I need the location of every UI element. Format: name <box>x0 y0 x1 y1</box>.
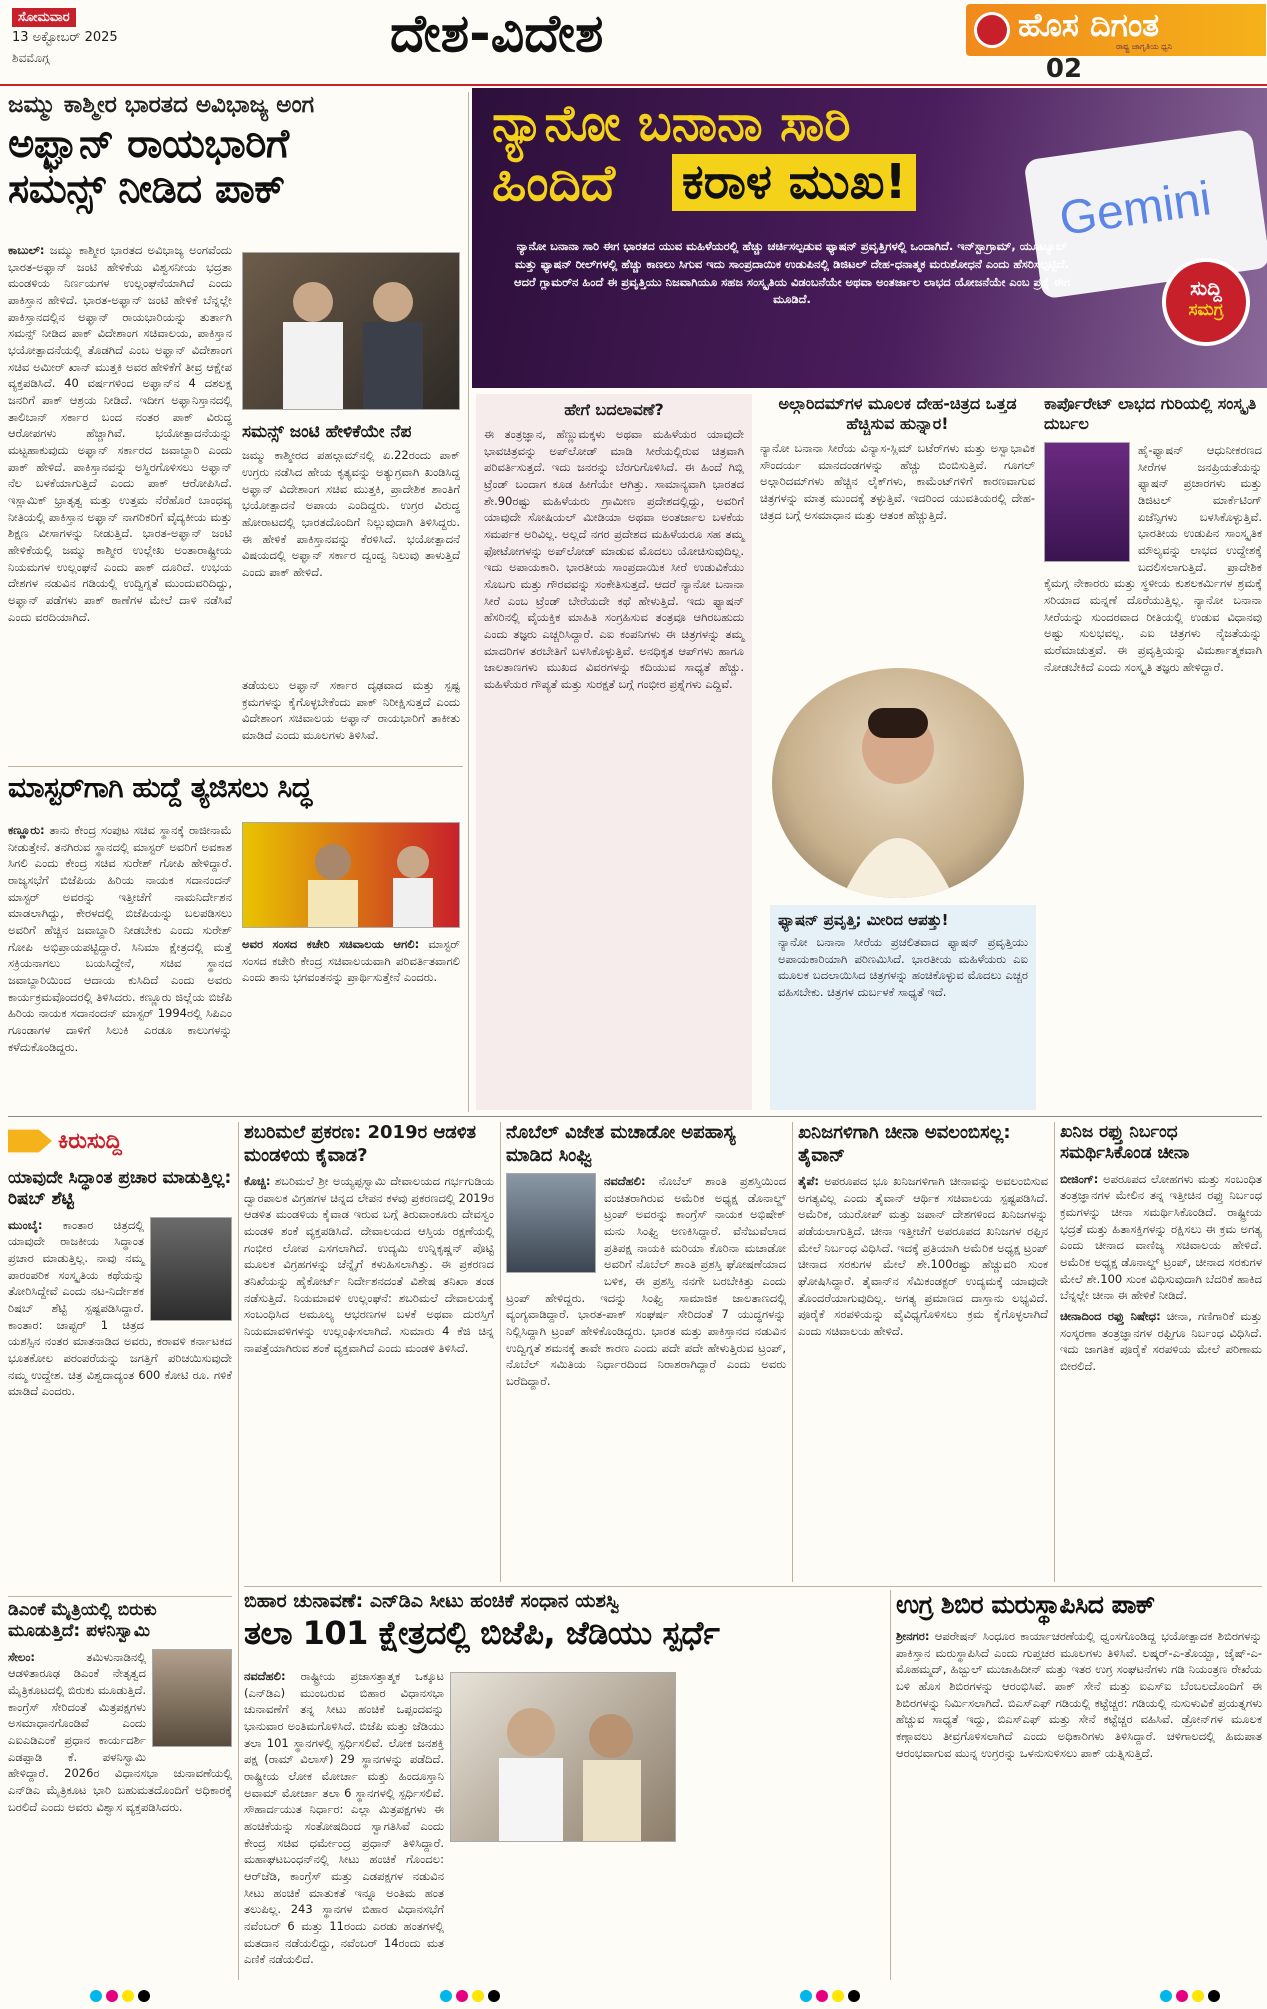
section-title: ದೇಶ-ವಿದೇಶ <box>390 4 604 64</box>
headline: ತಲಾ 101 ಕ್ಷೇತ್ರದಲ್ಲಿ ಬಿಜೆಪಿ, ಜೆಡಿಯು ಸ್ಪರ್ಧೆ <box>244 1614 720 1652</box>
tail-text: ತಡೆಯಲು ಅಫ್ಘಾನ್ ಸರ್ಕಾರ ದೃಢವಾದ ಮತ್ತು ಸ್ಪಷ್ಟ ಕ್ರಮಗಳನ್ನು ಕೈಗೊಳ್ಳಬೇಕೆಂದು ಪಾಕ್ ನಿರೀಕ್ಷಿಸುತ್ತದೆ ಎಂದು ವಿದೇಶಾಂಗ ಸಚಿವಾಲಯ ಅಫ್ಘಾನ್ ರಾಯಭಾರಿಗೆ ತಾಕೀತು ಮಾಡಿದೆ ಎಂದು ಮೂಲಗಳು ತಿಳಿಸಿವೆ. <box>242 678 460 743</box>
photo-purple-saree <box>1044 442 1130 562</box>
body-col-right <box>684 1668 884 1978</box>
feature-banner <box>472 88 1267 388</box>
day-label: ಸೋಮವಾರ <box>12 8 76 27</box>
headline-line-2a: ಹಿಂದಿದೆ <box>492 154 616 212</box>
col-body: ನ್ಯಾನೋ ಬನಾನಾ ಸೀರೆಯ ವಿನ್ಯಾಸ-ಸ್ಲಿಮ್ ಬಟೆರ್‌ಗಳು ಮತ್ತು ಅಸ್ವಾಭಾವಿಕ ಸೌಂದರ್ಯ ಮಾನದಂಡಗಳನ್ನು ಹೆಚ್ಚು ಬಿಂಬಿಸುತ್ತಿವೆ. ಗೂಗಲ್ ಅಲ್ಗಾರಿದಮ್‌ಗಳು ಹೆಚ್ಚಿನ ಲೈಕ್‌ಗಳು, ಕಾಮೆಂಟ್‌ಗಳಿಗೆ ಕಾರಣವಾಗುವ ಚಿತ್ರಗಳನ್ನು ಮಾತ್ರ ಮುಂದಕ್ಕೆ ತಳ್ಳುತ್ತಿವೆ. ಇದರಿಂದ ಯುವತಿಯರಲ್ಲಿ ದೇಹ-ಚಿತ್ರದ ಬಗ್ಗೆ ಅಸಮಾಧಾನ ಮತ್ತು ಆತಂಕ ಹೆಚ್ಚುತ್ತಿದೆ. <box>760 441 1035 522</box>
photo-illustration-icon <box>451 1672 675 1842</box>
dateline: ಶ್ರೀನಗರ: <box>896 1629 930 1643</box>
kicker: ಜಮ್ಮು ಕಾಶ್ಮೀರ ಭಾರತದ ಅವಿಭಾಜ್ಯ ಅಂಗ <box>8 92 315 118</box>
article-taiwan <box>798 1122 1048 1582</box>
body-text: ಕಾಂತಾರ ಚಿತ್ರದಲ್ಲಿ ಯಾವುದೇ ರಾಜಕೀಯ ಸಿದ್ಧಾಂತ ಪ್ರಚಾರ ಮಾಡುತ್ತಿಲ್ಲ. ನಾವು ನಮ್ಮ ಪಾರಂಪರಿಕ ಸಂಸ್ಕೃತಿಯ ಕಥೆಯನ್ನು ತೋರಿಸಿದ್ದೇವೆ ಎಂದು ನಟ-ನಿರ್ದೇಶಕ ರಿಷಬ್ ಶೆಟ್ಟಿ ಸ್ಪಷ್ಟಪಡಿಸಿದ್ದಾರೆ. ಕಾಂತಾರ: ಚಾಪ್ಟರ್ 1 ಚಿತ್ರದ ಯಶಸ್ಸಿನ ನಂತರ ಮಾತನಾಡಿದ ಅವರು, ಕರಾವಳಿ ಕರ್ನಾಟಕದ ಭೂತಕೋಲ ಪರಂಪರೆಯನ್ನು ಜಗತ್ತಿಗೆ ಪರಿಚಯಿಸುವುದೇ ನಮ್ಮ ಉದ್ದೇಶ. ಚಿತ್ರ ವಿಶ್ವದಾದ್ಯಂತ 600 ಕೋಟಿ ರೂ. ಗಳಿಕೆ ಮಾಡಿದೆ ಎಂದರು. <box>8 1217 232 1399</box>
col-body: ಈ ತಂತ್ರಜ್ಞಾನ, ಹೆಣ್ಣುಮಕ್ಕಳು ಅಥವಾ ಮಹಿಳೆಯರ ಯಾವುದೇ ಭಾವಚಿತ್ರವನ್ನು ಅಪ್‌ಲೋಡ್ ಮಾಡಿ ಸೀರೆಯಲ್ಲಿರುವ ಚಿತ್ರವಾಗಿ ಪರಿವರ್ತಿಸುತ್ತದೆ. ಇದು ಜನರನ್ನು ಬೆರಗುಗೊಳಿಸಿದೆ. ಈ ಹಿಂದೆ ಗಿಬ್ಲಿ ಟ್ರೆಂಡ್ ಬಂದಾಗ ಕೂಡ ಹೀಗೆಯೇ ಆಗಿತ್ತು. ಸಾಮಾನ್ಯವಾಗಿ ಭಾರತದ ಶೇ.90ರಷ್ಟು ಮಹಿಳೆಯರು ಗ್ರಾಮೀಣ ಪ್ರದೇಶದಲ್ಲಿದ್ದು, ಅವರಿಗೆ ಯಾವುದೇ ಸೋಷಿಯಲ್ ಮೀಡಿಯಾ ಅಥವಾ ಅಂತರ್ಜಾಲ ಬಳಕೆಯ ಸಮರ್ಪಕ ಅರಿವಿಲ್ಲ. ಅಲ್ಲದೆ ನಗರ ಪ್ರದೇಶದ ಮಹಿಳೆಯರೂ ಸಹ ತಮ್ಮ ಫೋಟೋಗಳನ್ನು ಅಪ್‌ಲೋಡ್ ಮಾಡುವ ಮೊದಲು ಯೋಚಿಸುವುದಿಲ್ಲ. ಇದು ಅಪಾಯಕಾರಿ. ಭಾರತೀಯ ಸಾಂಪ್ರದಾಯಿಕ ಸೀರೆ ಉಡುವಿಕೆಯು ಸೊಬಗು ಮತ್ತು ಗೌರವವನ್ನು ಸಂಕೇತಿಸುತ್ತದೆ. ಆದರೆ ನ್ಯಾನೋ ಬನಾನಾ ಸೀರೆ ಎಂಬ ಟ್ರೆಂಡ್ ಬೇರೆಯದೇ ಕಥೆ ಹೇಳುತ್ತಿದೆ. ಇದು ಫ್ಯಾಷನ್ ಹೆಸರಿನಲ್ಲಿ ವೈಯಕ್ತಿಕ ಮಾಹಿತಿ ಸಂಗ್ರಹಿಸುವ ತಂತ್ರವೂ ಆಗಿರಬಹುದು ಎಂದು ತಜ್ಞರು ಎಚ್ಚರಿಸಿದ್ದಾರೆ. ಎಐ ಕಂಪನಿಗಳು ಈ ಚಿತ್ರಗಳನ್ನು ತಮ್ಮ ಮಾದರಿಗಳ ತರಬೇತಿಗೆ ಬಳಸಿಕೊಳ್ಳುತ್ತಿವೆ. ಅನಧಿಕೃತ ಆಪ್‌ಗಳು ಹಾಗೂ ಜಾಲತಾಣಗಳು ಮುಖದ ವಿವರಗಳನ್ನು ಕದಿಯುವ ಸಾಧ್ಯತೆ ಹೆಚ್ಚು. ಮಹಿಳೆಯರ ಗೌಪ್ಯತೆ ಮತ್ತು ಸುರಕ್ಷತೆ ಬಗ್ಗೆ ಗಂಭೀರ ಪ್ರಶ್ನೆಗಳು ಎದ್ದಿವೆ. <box>484 427 744 692</box>
registration-dot-icon <box>816 1990 828 2002</box>
dateline: ಕಣ್ಣೂರು: <box>8 823 45 837</box>
photo-saree-model <box>772 668 1024 898</box>
body-text: ನೊಬೆಲ್ ಶಾಂತಿ ಪ್ರಶಸ್ತಿಯಿಂದ ವಂಚಿತರಾಗಿರುವ ಅಮೆರಿಕ ಅಧ್ಯಕ್ಷ ಡೊನಾಲ್ಡ್ ಟ್ರಂಪ್ ಅವರನ್ನು ಕಾಂಗ್ರೆಸ್ ನಾಯಕ ಅಭಿಷೇಕ್ ಮನು ಸಿಂಘ್ವಿ ಅಣಕಿಸಿದ್ದಾರೆ. ವೆನೆಜುವೆಲಾದ ಪ್ರತಿಪಕ್ಷ ನಾಯಕಿ ಮರಿಯಾ ಕೊರಿನಾ ಮಚಾಡೋ ಅವರಿಗೆ ನೊಬೆಲ್ ಶಾಂತಿ ಪ್ರಶಸ್ತಿ ಘೋಷಣೆಯಾದ ಬಳಿಕ, ಈ ಪ್ರಶಸ್ತಿ ನನಗೇ ಬರಬೇಕಿತ್ತು ಎಂದು ಟ್ರಂಪ್ ಹೇಳಿದ್ದರು. ಇದನ್ನು ಸಿಂಘ್ವಿ ಸಾಮಾಜಿಕ ಜಾಲತಾಣದಲ್ಲಿ ವ್ಯಂಗ್ಯವಾಡಿದ್ದಾರೆ. ಭಾರತ-ಪಾಕ್ ಸಂಘರ್ಷ ಸೇರಿದಂತೆ 7 ಯುದ್ಧಗಳನ್ನು ನಿಲ್ಲಿಸಿದ್ದಾಗಿ ಟ್ರಂಪ್ ಹೇಳಿಕೊಂಡಿದ್ದರು. ಭಾರತ ಮತ್ತು ಪಾಕಿಸ್ತಾನದ ನಡುವಿನ ಉದ್ವಿಗ್ನತೆ ಶಮನಕ್ಕೆ ತಾವೇ ಕಾರಣ ಎಂದು ಪದೇ ಪದೇ ಹೇಳುತ್ತಿರುವ ಟ್ರಂಪ್, ನೊಬೆಲ್ ಸಮಿತಿಯ ನಿರ್ಧಾರದಿಂದ ನಿರಾಶರಾಗಿದ್ದಾರೆ ಎಂದು ಅವರು ಬರೆದಿದ್ದಾರೆ. <box>506 1174 786 1389</box>
col-body: ಹೈ-ಫ್ಯಾಷನ್ ಆಧುನೀಕರಣದ ಸೀರೆಗಳ ಜನಪ್ರಿಯತೆಯನ್ನು ಫ್ಯಾಷನ್ ಪ್ರಚಾರಗಳು ಮತ್ತು ಡಿಜಿಟಲ್ ಮಾರ್ಕೆಟಿಂಗ್ ಏಜೆನ್ಸಿಗಳು ಬಳಸಿಕೊಳ್ಳುತ್ತಿವೆ. ಭಾರತೀಯ ಉಡುಪಿನ ಸಾಂಸ್ಕೃತಿಕ ಮೌಲ್ಯವನ್ನು ಲಾಭದ ಉದ್ದೇಶಕ್ಕೆ ಬದಲಿಸಲಾಗುತ್ತಿದೆ. ಪ್ರಾದೇಶಿಕ ಕೈಮಗ್ಗ ನೇಕಾರರು ಮತ್ತು ಸ್ಥಳೀಯ ಕುಶಲಕರ್ಮಿಗಳ ಶ್ರಮಕ್ಕೆ ಸರಿಯಾದ ಮನ್ನಣೆ ದೊರೆಯುತ್ತಿಲ್ಲ. ನ್ಯಾನೋ ಬನಾನಾ ಸೀರೆಯನ್ನು ಸುಂದರವಾದ ರೀತಿಯಲ್ಲಿ ಉಡುವ ವಿಧಾನವು ಅಷ್ಟು ಸುಲಭವಲ್ಲ. ಎಐ ಚಿತ್ರಗಳು ನೈಜತೆಯನ್ನು ಮರೆಮಾಚುತ್ತವೆ. ಈ ಪ್ರವೃತ್ತಿಯನ್ನು ವಿಮರ್ಶಾತ್ಮಕವಾಗಿ ನೋಡಬೇಕಿದೆ ಎಂದು ಸಂಸ್ಕೃತಿ ತಜ್ಞರು ಹೇಳಿದ್ದಾರೆ. <box>1044 443 1262 674</box>
body-cont: ರಾಷ್ಟ್ರೀಯ ಪ್ರಜಾಸತ್ತಾತ್ಮಕ ಒಕ್ಕೂಟ (ಎನ್‌ಡಿಎ) ಮುಂಬರುವ ಬಿಹಾರ ವಿಧಾನಸಭಾ ಚುನಾವಣೆಗೆ ತನ್ನ ಸೀಟು ಹಂಚಿಕೆ ಒಪ್ಪಂದವನ್ನು ಭಾನುವಾರ ಅಂತಿಮಗೊಳಿಸಿದೆ. ಬಿಜೆಪಿ ಮತ್ತು ಜೆಡಿಯು ತಲಾ 101 ಸ್ಥಾನಗಳಲ್ಲಿ ಸ್ಪರ್ಧಿಸಲಿವೆ. ಲೋಕ ಜನಶಕ್ತಿ ಪಕ್ಷ (ರಾಮ್ ವಿಲಾಸ್) 29 ಸ್ಥಾನಗಳನ್ನು ಪಡೆದಿದೆ. ರಾಷ್ಟ್ರೀಯ ಲೋಕ ಮೋರ್ಚಾ ಮತ್ತು ಹಿಂದೂಸ್ತಾನಿ ಅವಾಮ್ ಮೋರ್ಚಾ ತಲಾ 6 ಸ್ಥಾನಗಳಲ್ಲಿ ಸ್ಪರ್ಧಿಸಲಿವೆ. ಸೌಹಾರ್ದಯುತ ನಿರ್ಧಾರ: ಎಲ್ಲಾ ಮಿತ್ರಪಕ್ಷಗಳು ಈ ಹಂಚಿಕೆಯನ್ನು ಸಂತೋಷದಿಂದ ಸ್ವಾಗತಿಸಿವೆ ಎಂದು ಕೇಂದ್ರ ಸಚಿವ ಧರ್ಮೇಂದ್ರ ಪ್ರಧಾನ್ ತಿಳಿಸಿದ್ದಾರೆ. ಮಹಾಘಟಬಂಧನ್‌ನಲ್ಲಿ ಸೀಟು ಹಂಚಿಕೆ ಗೊಂದಲ: ಆರ್‌ಜೆಡಿ, ಕಾಂಗ್ರೆಸ್ ಮತ್ತು ಎಡಪಕ್ಷಗಳ ನಡುವಿನ ಸೀಟು ಹಂಚಿಕೆ ಮಾತುಕತೆ ಇನ್ನೂ ಅಂತಿಮ ಹಂತ ತಲುಪಿಲ್ಲ. 243 ಸ್ಥಾನಗಳ ಬಿಹಾರ ವಿಧಾನಸಭೆಗೆ ನವೆಂಬರ್ 6 ಮತ್ತು 11ರಂದು ಎರಡು ಹಂತಗಳಲ್ಲಿ ಮತದಾನ ನಡೆಯಲಿದ್ದು, ನವೆಂಬರ್ 14ರಂದು ಮತ ಎಣಿಕೆ ನಡೆಯಲಿದೆ. <box>684 1669 884 1967</box>
col-title: ಅಲ್ಗಾರಿದಮ್‌ಗಳ ಮೂಲಕ ದೇಹ-ಚಿತ್ರದ ಒತ್ತಡ ಹೆಚ್ಚಿಸುವ ಹುನ್ನಾರ! <box>778 394 1017 433</box>
gemini-word: Gemini <box>1056 172 1215 246</box>
body-col <box>244 1668 444 1978</box>
photo-diplomats <box>242 252 460 410</box>
headline: ಡಿಎಂಕೆ ಮೈತ್ರಿಯಲ್ಲಿ ಬಿರುಕು ಮೂಡುತ್ತಿದೆ: ಪಳನಿಸ್ವಾಮಿ <box>8 1600 157 1642</box>
brand-logo-icon <box>974 12 1010 48</box>
subhead: ಚೀನಾದಿಂದ ರಫ್ತು ನಿಷೇಧ: <box>1060 1308 1161 1323</box>
dateline: ಕಾಬುಲ್: <box>8 243 45 257</box>
rule <box>238 1122 239 1980</box>
body-text: ಜಮ್ಮು ಕಾಶ್ಮೀರ ಭಾರತದ ಅವಿಭಾಜ್ಯ ಅಂಗವೆಂದು ಭಾರತ-ಅಫ್ಘಾನ್ ಜಂಟಿ ಹೇಳಿಕೆಯ ವಿಶ್ವಸನೀಯ ಭದ್ರತಾ ಮಂಡಳಿಯ ನಿರ್ಣಯಗಳ ಉಲ್ಲಂಘನೆಯಾಗಿದೆ ಎಂದು ಪಾಕಿಸ್ತಾನ ಹೇಳಿದೆ. ಭಾರತ-ಅಫ್ಘಾನ್ ಜಂಟಿ ಹೇಳಿಕೆ ಬೆನ್ನಲ್ಲೇ ಪಾಕಿಸ್ತಾನದಲ್ಲಿನ ಅಫ್ಘಾನ್ ರಾಯಭಾರಿಯನ್ನು ತುರ್ತಾಗಿ ಸಮನ್ಸ್ ನೀಡಿದ ಪಾಕ್ ವಿದೇಶಾಂಗ ಸಚಿವಾಲಯ, ಪಾಕಿಸ್ತಾನ ಭಯೋತ್ಪಾದನೆಯಲ್ಲಿ ತೊಡಗಿದೆ ಎಂಬ ಅಫ್ಘಾನ್ ವಿದೇಶಾಂಗ ಸಚಿವ ಅಮೀರ್ ಖಾನ್ ಮುತ್ತಕಿ ಅವರ ಹೇಳಿಕೆಗೆ ತೀವ್ರ ಆಕ್ಷೇಪ ವ್ಯಕ್ತಪಡಿಸಿದೆ. 40 ವರ್ಷಗಳಿಂದ ಅಫ್ಘಾನ್‌ನ 4 ದಶಲಕ್ಷ ಜನರಿಗೆ ಪಾಕ್ ಆಶ್ರಯ ನೀಡಿದೆ. ಇದೀಗ ಅಫ್ಘಾನಿಸ್ತಾನದಲ್ಲಿ ತಾಲಿಬಾನ್ ಸರ್ಕಾರ ಬಂದ ನಂತರ ಪಾಕ್ ವಿರುದ್ಧ ಆರೋಪಗಳು ಹೆಚ್ಚಾಗಿವೆ. ಭಯೋತ್ಪಾದನೆಯನ್ನು ಮಟ್ಟಹಾಕುವುದು ಅಫ್ಘಾನ್ ಸರ್ಕಾರದ ಜವಾಬ್ದಾರಿ ಎಂದು ಪಾಕ್ ಹೇಳಿದೆ. ಪಾಕಿಸ್ತಾನವನ್ನು ಅಸ್ಥಿರಗೊಳಿಸಲು ಅಫ್ಘಾನ್ ನೆಲ ಬಳಕೆಯಾಗುತ್ತಿದೆ ಎಂದು ಪಾಕ್ ಆರೋಪಿಸಿದೆ. ಇಸ್ಲಾಮಿಕ್ ಭ್ರಾತೃತ್ವ ಮತ್ತು ಉತ್ತಮ ನೆರೆಹೊರೆ ಬಾಂಧವ್ಯ ನೀತಿಯಲ್ಲಿ ಪಾಕಿಸ್ತಾನ ಅಫ್ಘಾನ್ ನಾಗರಿಕರಿಗೆ ವೈದ್ಯಕೀಯ ಮತ್ತು ಶಿಕ್ಷಣ ವೀಸಾಗಳನ್ನು ನೀಡುತ್ತಿದೆ. ಭಾರತ-ಅಫ್ಘಾನ್ ಜಂಟಿ ಹೇಳಿಕೆಯಲ್ಲಿ ಜಮ್ಮು ಕಾಶ್ಮೀರ ಉಲ್ಲೇಖ ಅಂತಾರಾಷ್ಟ್ರೀಯ ನಿಯಮಗಳ ಉಲ್ಲಂಘನೆ ಎಂದು ಪಾಕ್ ದೂರಿದೆ. ಉಭಯ ದೇಶಗಳ ನಡುವಿನ ಗಡಿಯಲ್ಲಿ ಉದ್ವಿಗ್ನತೆ ಮುಂದುವರಿದಿದ್ದು, ಅಫ್ಘಾನ್ ಪಡೆಗಳು ಪಾಕ್ ಠಾಣೆಗಳ ಮೇಲೆ ದಾಳಿ ನಡೆಸಿವೆ ಎಂದು ವರದಿಯಾಗಿದೆ. <box>8 243 232 624</box>
sidebar-box-title: ಸಮನ್ಸ್ ಜಂಟಿ ಹೇಳಿಕೆಯೇ ನೆಪ <box>242 422 412 442</box>
headline-line-1: ನ್ಯಾನೋ ಬನಾನಾ ಸಾರಿ <box>492 94 851 152</box>
col-title: ಕಾರ್ಪೊರೇಟ್ ಲಾಭದ ಗುರಿಯಲ್ಲಿ ಸಂಸ್ಕೃತಿ ದುರ್ಬಲ <box>1044 394 1257 433</box>
photo-rishab <box>150 1217 232 1321</box>
article-master <box>8 772 463 1117</box>
article-nobel <box>506 1122 786 1582</box>
registration-dot-icon <box>832 1990 844 2002</box>
paper-tagline: ರಾಷ್ಟ್ರ ಜಾಗೃತಿಯ ಧ್ವನಿ <box>1116 42 1173 51</box>
article-bihar <box>244 1590 884 1980</box>
sidebar-box <box>242 422 460 667</box>
cmyk-marks-center <box>440 1990 510 2006</box>
brand-text: ಕಿರುಸುದ್ದಿ <box>58 1128 122 1154</box>
body-text: ತಾನು ಕೇಂದ್ರ ಸಂಪುಟ ಸಚಿವ ಸ್ಥಾನಕ್ಕೆ ರಾಜೀನಾಮೆ ನೀಡುತ್ತೇನೆ. ತನಗಿರುವ ಸ್ಥಾನದಲ್ಲಿ ಮಾಸ್ಟರ್ ಅವರಿಗೆ ಅವಕಾಶ ಸಿಗಲಿ ಎಂದು ಕೇಂದ್ರ ಸಚಿವ ಸುರೇಶ್ ಗೋಪಿ ಹೇಳಿದ್ದಾರೆ. ರಾಜ್ಯಸಭೆಗೆ ಬಿಜೆಪಿಯ ಹಿರಿಯ ನಾಯಕ ಸದಾನಂದನ್ ಮಾಸ್ಟರ್ ಅವರನ್ನು ಇತ್ತೀಚೆಗೆ ನಾಮನಿರ್ದೇಶನ ಮಾಡಲಾಗಿದ್ದು, ಕೇರಳದಲ್ಲಿ ಬಿಜೆಪಿಯನ್ನು ಬಲಪಡಿಸಲು ಅವರಿಗೆ ಹೆಚ್ಚಿನ ಜವಾಬ್ದಾರಿ ನೀಡಬೇಕು ಎಂದು ಸುರೇಶ್ ಗೋಪಿ ಅಭಿಪ್ರಾಯಪಟ್ಟಿದ್ದಾರೆ. ಸಿನಿಮಾ ಕ್ಷೇತ್ರದಲ್ಲಿ ಮತ್ತೆ ಸಕ್ರಿಯನಾಗಲು ಬಯಸಿದ್ದೇನೆ, ಸಚಿವ ಸ್ಥಾನದ ಜವಾಬ್ದಾರಿಯಿಂದ ಆದಾಯ ಕುಸಿದಿದೆ ಎಂದು ಅವರು ಕಾರ್ಯಕ್ರಮವೊಂದರಲ್ಲಿ ತಿಳಿಸಿದರು. ಕಣ್ಣೂರು ಜಿಲ್ಲೆಯ ಬಿಜೆಪಿ ಹಿರಿಯ ನಾಯಕ ಸದಾನಂದನ್ ಮಾಸ್ಟರ್ 1994ರಲ್ಲಿ ಸಿಪಿಎಂ ಗೂಂಡಾಗಳ ದಾಳಿಗೆ ಸಿಲುಕಿ ಎರಡೂ ಕಾಲುಗಳನ್ನು ಕಳೆದುಕೊಂಡಿದ್ದರು. <box>8 823 232 1054</box>
body-text: ಆಪರೇಷನ್ ಸಿಂಧೂರ ಕಾರ್ಯಾಚರಣೆಯಲ್ಲಿ ಧ್ವಂಸಗೊಂಡಿದ್ದ ಭಯೋತ್ಪಾದಕ ಶಿಬಿರಗಳನ್ನು ಪಾಕಿಸ್ತಾನ ಮರುಸ್ಥಾಪಿಸಿದೆ ಎಂದು ಗುಪ್ತಚರ ಮೂಲಗಳು ತಿಳಿಸಿವೆ. ಲಷ್ಕರ್-ಎ-ತೊಯ್ಬಾ, ಜೈಷ್-ಎ-ಮೊಹಮ್ಮದ್, ಹಿಜ್ಬುಲ್ ಮುಜಾಹಿದೀನ್ ಮತ್ತು ಇತರ ಉಗ್ರ ಸಂಘಟನೆಗಳು ಗಡಿ ನಿಯಂತ್ರಣ ರೇಖೆಯ ಬಳಿ ಹೊಸ ಶಿಬಿರಗಳನ್ನು ಆರಂಭಿಸಿವೆ. ಪಾಕ್ ಸೇನೆ ಮತ್ತು ಐಎಸ್‌ಐ ಬೆಂಬಲದೊಂದಿಗೆ ಈ ಶಿಬಿರಗಳನ್ನು ನಿರ್ಮಿಸಲಾಗಿದೆ. ಬಿಎಸ್‌ಎಫ್ ಗಡಿಯಲ್ಲಿ ಕಟ್ಟೆಚ್ಚರ: ಗಡಿಯಲ್ಲಿ ನುಸುಳುವಿಕೆ ಪ್ರಯತ್ನಗಳು ಹೆಚ್ಚುವ ಸಾಧ್ಯತೆ ಇದ್ದು, ಬಿಎಸ್‌ಎಫ್ ಮತ್ತು ಸೇನೆ ಕಟ್ಟೆಚ್ಚರ ವಹಿಸಿವೆ. ಡ್ರೋನ್‌ಗಳ ಮೂಲಕ ಕಣ್ಗಾವಲು ತೀವ್ರಗೊಳಿಸಲಾಗಿದೆ ಎಂದು ಅಧಿಕಾರಿಗಳು ತಿಳಿಸಿದ್ದಾರೆ. ಚಳಿಗಾಲದಲ್ಲಿ ಹಿಮಪಾತ ಆರಂಭವಾಗುವ ಮುನ್ನ ಉಗ್ರರನ್ನು ಒಳನುಸುಳಿಸಲು ಪಾಕ್ ಯತ್ನಿಸುತ್ತಿದೆ. <box>896 1629 1262 1760</box>
kicker: ಬಿಹಾರ ಚುನಾವಣೆ: ಎನ್‌ಡಿಎ ಸೀಟು ಹಂಚಿಕೆ ಸಂಧಾನ ಯಶಸ್ವಿ <box>244 1590 620 1612</box>
headline: ಉಗ್ರ ಶಿಬಿರ ಮರುಸ್ಥಾಪಿಸಿದ ಪಾಕ್ <box>896 1590 1155 1619</box>
registration-dot-icon <box>456 1990 468 2002</box>
dateline: ನವದೆಹಲಿ: <box>604 1174 646 1188</box>
dateline: ಕೊಚ್ಚಿ: <box>244 1174 271 1188</box>
col-title: ಹೇಗೆ ಬದಲಾವಣೆ? <box>564 400 664 419</box>
city-label: ಶಿವಮೊಗ್ಗ <box>12 51 50 65</box>
sidebar-box-body: ಜಮ್ಮು ಕಾಶ್ಮೀರದ ಪಹಲ್ಗಾಮ್‌ನಲ್ಲಿ ಏ.22ರಂದು ಪಾಕ್ ಉಗ್ರರು ನಡೆಸಿದ ಹೇಯ ಕೃತ್ಯವನ್ನು ಅತ್ಯುಗ್ರವಾಗಿ ಖಂಡಿಸಿದ್ದ ಅಫ್ಘಾನ್ ವಿದೇಶಾಂಗ ಸಚಿವ ಮುತ್ತಕಿ, ಪ್ರಾದೇಶಿಕ ಶಾಂತಿಗೆ ಭಯೋತ್ಪಾದನೆ ಅಪಾಯ ಎಂದಿದ್ದರು. ಉಗ್ರರ ವಿರುದ್ಧ ಹೋರಾಟದಲ್ಲಿ ಭಾರತದೊಂದಿಗೆ ನಿಲ್ಲುವುದಾಗಿ ತಿಳಿಸಿದ್ದರು. ಈ ಹೇಳಿಕೆ ಪಾಕಿಸ್ತಾನವನ್ನು ಕೆರಳಿಸಿದೆ. ಭಯೋತ್ಪಾದನೆ ವಿಷಯದಲ್ಲಿ ಅಫ್ಘಾನ್ ಸರ್ಕಾರ ದ್ವಂದ್ವ ನಿಲುವು ತಾಳುತ್ತಿದೆ ಎಂದು ಪಾಕ್ ಹೇಳಿದೆ. <box>242 448 460 580</box>
rule <box>1054 1122 1055 1582</box>
body-text: ಅಪರೂಪದ ಭೂ ಖನಿಜಗಳಿಗಾಗಿ ಚೀನಾವನ್ನು ಅವಲಂಬಿಸುವ ಅಗತ್ಯವಿಲ್ಲ ಎಂದು ತೈವಾನ್ ಆರ್ಥಿಕ ಸಚಿವಾಲಯ ಸ್ಪಷ್ಟಪಡಿಸಿದೆ. ಅಮೆರಿಕ, ಯುರೋಪ್ ಮತ್ತು ಜಪಾನ್ ದೇಶಗಳಿಂದ ಖನಿಜಗಳನ್ನು ಪಡೆಯಲಾಗುತ್ತಿದೆ. ಚೀನಾ ಇತ್ತೀಚೆಗೆ ಅಪರೂಪದ ಖನಿಜಗಳ ರಫ್ತಿನ ಮೇಲೆ ನಿರ್ಬಂಧ ವಿಧಿಸಿದೆ. ಇದಕ್ಕೆ ಪ್ರತಿಯಾಗಿ ಅಮೆರಿಕ ಅಧ್ಯಕ್ಷ ಟ್ರಂಪ್ ಚೀನಾದ ಸರಕುಗಳ ಮೇಲೆ ಶೇ.100ರಷ್ಟು ಹೆಚ್ಚುವರಿ ಸುಂಕ ಘೋಷಿಸಿದ್ದಾರೆ. ತೈವಾನ್‌ನ ಸೆಮಿಕಂಡಕ್ಟರ್ ಉದ್ಯಮಕ್ಕೆ ಯಾವುದೇ ತೊಂದರೆಯಾಗುವುದಿಲ್ಲ. ಅಗತ್ಯ ಪ್ರಮಾಣದ ದಾಸ್ತಾನು ಲಭ್ಯವಿದೆ. ಪೂರೈಕೆ ಸರಪಳಿಯನ್ನು ವೈವಿಧ್ಯಗೊಳಿಸಲು ಕ್ರಮ ಕೈಗೊಳ್ಳಲಾಗಿದೆ ಎಂದು ಸಚಿವಾಲಯ ಹೇಳಿದೆ. <box>798 1174 1048 1339</box>
article-tail <box>242 677 460 752</box>
warn-title: ಫ್ಯಾಷನ್ ಪ್ರವೃತ್ತಿ; ಮೀರಿದ ಆಪತ್ತು! <box>778 911 949 929</box>
saree-col-how <box>476 394 752 1110</box>
dateline-block <box>12 6 162 78</box>
samagra-badge <box>1162 258 1250 346</box>
photo-palaniswami <box>152 1649 232 1747</box>
dateline: ಬೀಜಿಂಗ್: <box>1060 1171 1099 1186</box>
page-number: 02 <box>1045 54 1083 82</box>
dateline: ಸೇಲಂ: <box>8 1649 36 1664</box>
rule <box>8 1596 232 1597</box>
masthead-rule <box>0 84 1267 86</box>
rule <box>468 92 469 1112</box>
cmyk-marks-far-right <box>1160 1990 1230 2006</box>
headline: ಖನಿಜಗಳಿಗಾಗಿ ಚೀನಾ ಅವಲಂಬಿಸಲ್ಲ: ತೈವಾನ್ <box>798 1122 1011 1166</box>
registration-dot-icon <box>1176 1990 1188 2002</box>
headline-line-2b: ಕರಾಳ ಮುಖ! <box>672 154 916 211</box>
badge-top-text: ಸುದ್ದಿ <box>1190 276 1222 300</box>
brand-banner <box>966 4 1266 56</box>
article-dmk <box>8 1600 232 1980</box>
kirusuddi-brand <box>8 1122 232 1160</box>
registration-dot-icon <box>440 1990 452 2002</box>
masthead <box>0 0 1267 84</box>
paper-name: ಹೊಸ ದಿಗಂತ <box>1018 6 1160 44</box>
headline: ಶಬರಿಮಲೆ ಪ್ರಕರಣ: 2019ರ ಆಡಳಿತ ಮಂಡಳಿಯ ಕೈವಾಡ? <box>244 1122 477 1166</box>
dateline: ನವದೆಹಲಿ: <box>244 1669 286 1683</box>
subhead: ಅವರ ಸಂಸದ ಕಚೇರಿ ಸಚಿವಾಲಯ ಆಗಲಿ: <box>242 937 420 951</box>
article-terror-camps <box>896 1590 1262 1980</box>
date-label: 13 ಅಕ್ಟೋಬರ್ 2025 <box>12 30 118 45</box>
photo-illustration-icon <box>772 668 1024 898</box>
registration-dot-icon <box>1208 1990 1220 2002</box>
photo-illustration-icon <box>243 822 459 928</box>
sub-body: ಚೀನಾ, ಗಣಿಗಾರಿಕೆ ಮತ್ತು ಸಂಸ್ಕರಣಾ ತಂತ್ರಜ್ಞಾನಗಳ ರಫ್ತಿಗೂ ನಿರ್ಬಂಧ ವಿಧಿಸಿದೆ. ಇದು ಜಾಗತಿಕ ಪೂರೈಕೆ ಸರಪಳಿಯ ಮೇಲೆ ಪರಿಣಾಮ ಬೀರಲಿದೆ. <box>1060 1308 1262 1373</box>
headline: ಖನಿಜ ರಫ್ತು ನಿರ್ಬಂಧ ಸಮರ್ಥಿಸಿಕೊಂಡ ಚೀನಾ <box>1060 1122 1190 1164</box>
body-col-right <box>242 936 460 1112</box>
body-text: ಶಬರಿಮಲೆ ಶ್ರೀ ಅಯ್ಯಪ್ಪಸ್ವಾಮಿ ದೇವಾಲಯದ ಗರ್ಭಗುಡಿಯ ದ್ವಾರಪಾಲಕ ವಿಗ್ರಹಗಳ ಚಿನ್ನದ ಲೇಪನ ಕಳವು ಪ್ರಕರಣದಲ್ಲಿ 2019ರ ಆಡಳಿತ ಮಂಡಳಿಯ ಕೈವಾಡ ಇರುವ ಬಗ್ಗೆ ತಿರುವಾಂಕೂರು ದೇವಸ್ವಂ ಮಂಡಳಿ ಶಂಕೆ ವ್ಯಕ್ತಪಡಿಸಿದೆ. ದೇವಾಲಯದ ಆಸ್ತಿಯ ರಕ್ಷಣೆಯಲ್ಲಿ ಗಂಭೀರ ಲೋಪ ಎಸಗಲಾಗಿದೆ. ಉದ್ಯಮಿ ಉನ್ನಿಕೃಷ್ಣನ್ ಪೊಟ್ಟಿ ಮೂಲಕ ವಿಗ್ರಹಗಳನ್ನು ಚೆನ್ನೈಗೆ ಕಳುಹಿಸಲಾಗಿತ್ತು. ಈ ಪ್ರಕರಣದ ತನಿಖೆಯನ್ನು ಹೈಕೋರ್ಟ್ ನಿರ್ದೇಶನದಂತೆ ವಿಶೇಷ ತನಿಖಾ ತಂಡ ನಡೆಸುತ್ತಿದೆ. ನಿಯಮಾವಳಿ ಉಲ್ಲಂಘನೆ: ಶಬರಿಮಲೆ ದೇವಾಲಯಕ್ಕೆ ಸಂಬಂಧಿಸಿದ ಅಮೂಲ್ಯ ಆಭರಣಗಳ ಬಳಕೆ ಅಥವಾ ದುರಸ್ತಿಗೆ ನಿಯಮಾವಳಿಗಳನ್ನು ಉಲ್ಲಂಘಿಸಲಾಗಿದೆ. ಸುಮಾರು 4 ಕೆಜಿ ಚಿನ್ನ ನಾಪತ್ತೆಯಾಗಿರುವ ಶಂಕೆ ವ್ಯಕ್ತವಾಗಿದೆ ಎಂದು ಮಂಡಳಿ ತಿಳಿಸಿದೆ. <box>244 1174 494 1355</box>
article-rishab <box>8 1122 232 1592</box>
dateline: ತೈಪೆ: <box>798 1174 819 1188</box>
headline-line-2: ಸಮನ್ಸ್ ನೀಡಿದ ಪಾಕ್ <box>8 165 285 212</box>
registration-dot-icon <box>122 1990 134 2002</box>
photo-nda-leaders <box>450 1672 676 1842</box>
sub-body: ಮಾಸ್ಟರ್ ಸಂಸದ ಕಚೇರಿ ಕೇಂದ್ರ ಸಚಿವಾಲಯವಾಗಿ ಪರಿವರ್ತಿತವಾಗಲಿ ಎಂದು ತಾನು ಭಗವಂತನನ್ನು ಪ್ರಾರ್ಥಿಸುತ್ತೇನೆ ಎಂದರು. <box>242 937 460 985</box>
body-text: ತಮಿಳುನಾಡಿನಲ್ಲಿ ಆಡಳಿತಾರೂಢ ಡಿಎಂಕೆ ನೇತೃತ್ವದ ಮೈತ್ರಿಕೂಟದಲ್ಲಿ ಬಿರುಕು ಮೂಡುತ್ತಿದೆ. ಕಾಂಗ್ರೆಸ್ ಸೇರಿದಂತೆ ಮಿತ್ರಪಕ್ಷಗಳು ಅಸಮಾಧಾನಗೊಂಡಿವೆ ಎಂದು ಎಐಎಡಿಎಂಕೆ ಪ್ರಧಾನ ಕಾರ್ಯದರ್ಶಿ ಎಡಪ್ಪಾಡಿ ಕೆ. ಪಳನಿಸ್ವಾಮಿ ಹೇಳಿದ್ದಾರೆ. 2026ರ ವಿಧಾನಸಭಾ ಚುನಾವಣೆಯಲ್ಲಿ ಎನ್‌ಡಿಎ ಮೈತ್ರಿಕೂಟ ಭಾರಿ ಬಹುಮತದೊಂದಿಗೆ ಅಧಿಕಾರಕ್ಕೆ ಬರಲಿದೆ ಎಂದು ಅವರು ವಿಶ್ವಾಸ ವ್ಯಕ್ತಪಡಿಸಿದರು. <box>8 1649 232 1814</box>
rule <box>244 1586 1262 1587</box>
rule <box>890 1590 891 1980</box>
hand-pointer-icon <box>8 1122 52 1160</box>
article-china <box>1060 1122 1262 1582</box>
photo-singhvi <box>506 1173 596 1273</box>
registration-dot-icon <box>848 1990 860 2002</box>
registration-dot-icon <box>488 1990 500 2002</box>
headline: ಮಾಸ್ಟರ್‌ಗಾಗಿ ಹುದ್ದೆ ತ್ಯಜಿಸಲು ಸಿದ್ಧ <box>8 772 312 804</box>
article-body-col <box>8 242 232 752</box>
badge-bottom-text: ಸಮಗ್ರ <box>1188 300 1224 320</box>
body-col-left <box>8 822 232 1112</box>
body-text: ಅಪರೂಪದ ಲೋಹಗಳು ಮತ್ತು ಸಂಬಂಧಿತ ತಂತ್ರಜ್ಞಾನಗಳ ಮೇಲಿನ ತನ್ನ ಇತ್ತೀಚಿನ ರಫ್ತು ನಿರ್ಬಂಧ ಕ್ರಮಗಳನ್ನು ಚೀನಾ ಸಮರ್ಥಿಸಿಕೊಂಡಿದೆ. ರಾಷ್ಟ್ರೀಯ ಭದ್ರತೆ ಮತ್ತು ಹಿತಾಸಕ್ತಿಗಳನ್ನು ರಕ್ಷಿಸಲು ಈ ಕ್ರಮ ಅಗತ್ಯ ಎಂದು ಚೀನಾದ ವಾಣಿಜ್ಯ ಸಚಿವಾಲಯ ಹೇಳಿದೆ. ಅಮೆರಿಕ ಅಧ್ಯಕ್ಷ ಡೊನಾಲ್ಡ್ ಟ್ರಂಪ್, ಚೀನಾದ ಸರಕುಗಳ ಮೇಲೆ ಶೇ.100 ಸುಂಕ ವಿಧಿಸುವುದಾಗಿ ಬೆದರಿಕೆ ಹಾಕಿದ ಬೆನ್ನಲ್ಲೇ ಚೀನಾ ಈ ಹೇಳಿಕೆ ನೀಡಿದೆ. <box>1060 1171 1262 1303</box>
registration-dot-icon <box>1192 1990 1204 2002</box>
photo-illustration-icon <box>243 252 459 410</box>
photo-suresh-gopi <box>242 822 460 928</box>
cmyk-marks-right <box>800 1990 870 2006</box>
warn-body: ನ್ಯಾನೋ ಬನಾನಾ ಸೀರೆಯ ಪ್ರಚಲಿತವಾದ ಫ್ಯಾಷನ್ ಪ್ರವೃತ್ತಿಯು ಅಪಾಯಕಾರಿಯಾಗಿ ಪರಿಣಮಿಸಿದೆ. ಭಾರತೀಯ ಮಹಿಳೆಯರು ಎಐ ಮೂಲಕ ಬದಲಾಯಿಸಿದ ಚಿತ್ರಗಳನ್ನು ಹಂಚಿಕೊಳ್ಳುವ ಮೊದಲು ಎಚ್ಚರ ವಹಿಸಬೇಕು. ಚಿತ್ರಗಳ ದುರ್ಬಳಕೆ ಸಾಧ್ಯತೆ ಇದೆ. <box>778 935 1028 1000</box>
saree-warning-box <box>770 905 1036 1110</box>
headline: ಯಾವುದೇ ಸಿದ್ಧಾಂತ ಪ್ರಚಾರ ಮಾಡುತ್ತಿಲ್ಲ: ರಿಷಬ್ ಶೆಟ್ಟಿ <box>8 1168 232 1210</box>
registration-dot-icon <box>106 1990 118 2002</box>
registration-dot-icon <box>472 1990 484 2002</box>
saree-col-corporate <box>1044 394 1262 1110</box>
cmyk-marks-left <box>90 1990 160 2006</box>
saree-col-algorithm <box>760 394 1035 664</box>
dateline: ಮುಂಬೈ: <box>8 1217 43 1232</box>
body-text: ರಾಷ್ಟ್ರೀಯ ಪ್ರಜಾಸತ್ತಾತ್ಮಕ ಒಕ್ಕೂಟ (ಎನ್‌ಡಿಎ) ಮುಂಬರುವ ಬಿಹಾರ ವಿಧಾನಸಭಾ ಚುನಾವಣೆಗೆ ತನ್ನ ಸೀಟು ಹಂಚಿಕೆ ಒಪ್ಪಂದವನ್ನು ಭಾನುವಾರ ಅಂತಿಮಗೊಳಿಸಿದೆ. ಬಿಜೆಪಿ ಮತ್ತು ಜೆಡಿಯು ತಲಾ 101 ಸ್ಥಾನಗಳಲ್ಲಿ ಸ್ಪರ್ಧಿಸಲಿವೆ. ಲೋಕ ಜನಶಕ್ತಿ ಪಕ್ಷ (ರಾಮ್ ವಿಲಾಸ್) 29 ಸ್ಥಾನಗಳನ್ನು ಪಡೆದಿದೆ. ರಾಷ್ಟ್ರೀಯ ಲೋಕ ಮೋರ್ಚಾ ಮತ್ತು ಹಿಂದೂಸ್ತಾನಿ ಅವಾಮ್ ಮೋರ್ಚಾ ತಲಾ 6 ಸ್ಥಾನಗಳಲ್ಲಿ ಸ್ಪರ್ಧಿಸಲಿವೆ. ಸೌಹಾರ್ದಯುತ ನಿರ್ಧಾರ: ಎಲ್ಲಾ ಮಿತ್ರಪಕ್ಷಗಳು ಈ ಹಂಚಿಕೆಯನ್ನು ಸಂತೋಷದಿಂದ ಸ್ವಾಗತಿಸಿವೆ ಎಂದು ಕೇಂದ್ರ ಸಚಿವ ಧರ್ಮೇಂದ್ರ ಪ್ರಧಾನ್ ತಿಳಿಸಿದ್ದಾರೆ. ಮಹಾಘಟಬಂಧನ್‌ನಲ್ಲಿ ಸೀಟು ಹಂಚಿಕೆ ಗೊಂದಲ: ಆರ್‌ಜೆಡಿ, ಕಾಂಗ್ರೆಸ್ ಮತ್ತು ಎಡಪಕ್ಷಗಳ ನಡುವಿನ ಸೀಟು ಹಂಚಿಕೆ ಮಾತುಕತೆ ಇನ್ನೂ ಅಂತಿಮ ಹಂತ ತಲುಪಿಲ್ಲ. 243 ಸ್ಥಾನಗಳ ಬಿಹಾರ ವಿಧಾನಸಭೆಗೆ ನವೆಂಬರ್ 6 ಮತ್ತು 11ರಂದು ಎರಡು ಹಂತಗಳಲ್ಲಿ ಮತದಾನ ನಡೆಯಲಿದ್ದು, ನವೆಂಬರ್ 14ರಂದು ಮತ ಎಣಿಕೆ ನಡೆಯಲಿದೆ. <box>244 1669 444 1967</box>
intro-text: ನ್ಯಾನೋ ಬನಾನಾ ಸಾರಿ ಈಗ ಭಾರತದ ಯುವ ಮಹಿಳೆಯರಲ್ಲಿ ಹೆಚ್ಚು ಚರ್ಚಿಸಲ್ಪಡುವ ಫ್ಯಾಷನ್ ಪ್ರವೃತ್ತಿಗಳಲ್ಲಿ ಒಂದಾಗಿದೆ. ಇನ್‌ಸ್ಟಾಗ್ರಾಮ್, ಯೂಟ್ಯೂಬ್ ಮತ್ತು ಫ್ಯಾಷನ್ ರೀಲ್‌ಗಳಲ್ಲಿ ಹೆಚ್ಚು ಕಾಣಲು ಸಿಗುವ ಇದು ಸಾಂಪ್ರದಾಯಿಕ ಉಡುಪಿನಲ್ಲಿ ಡಿಜಿಟಲ್ ದೇಹ-ಧನಾತ್ಮಕ ಮರುಶೋಧನೆ ಎಂದು ಹೆಸರಿಸಲ್ಪಟ್ಟಿದೆ. ಆದರೆ ಗ್ಲಾಮರ್‌ನ ಹಿಂದೆ ಈ ಪ್ರವೃತ್ತಿಯು ನಿಜವಾಗಿಯೂ ಸಹಜ ಸಂಸ್ಕೃತಿಯ ವಿಡಂಬನೆಯೇ ಅಥವಾ ಅಂತರ್ಜಾಲ ಲಾಭದ ಯೋಜನೆಯೇ ಎಂಬ ಪ್ರಶ್ನೆ ಈಗ ಮೂಡಿದೆ. <box>514 239 1070 307</box>
rule <box>500 1122 501 1582</box>
registration-dot-icon <box>138 1990 150 2002</box>
headline-line-1: ಅಫ್ಘಾನ್ ರಾಯಭಾರಿಗೆ <box>8 121 289 167</box>
registration-dot-icon <box>800 1990 812 2002</box>
rule <box>8 1116 1262 1117</box>
article-sabarimala <box>244 1122 494 1582</box>
article-pak-afghan <box>8 92 463 762</box>
rule <box>792 1122 793 1582</box>
registration-dot-icon <box>1160 1990 1172 2002</box>
rule <box>8 766 463 767</box>
registration-dot-icon <box>90 1990 102 2002</box>
headline: ನೊಬೆಲ್ ವಿಜೇತ ಮಚಾಡೋ ಅಪಹಾಸ್ಯ ಮಾಡಿದ ಸಿಂಘ್ವಿ <box>506 1122 736 1166</box>
